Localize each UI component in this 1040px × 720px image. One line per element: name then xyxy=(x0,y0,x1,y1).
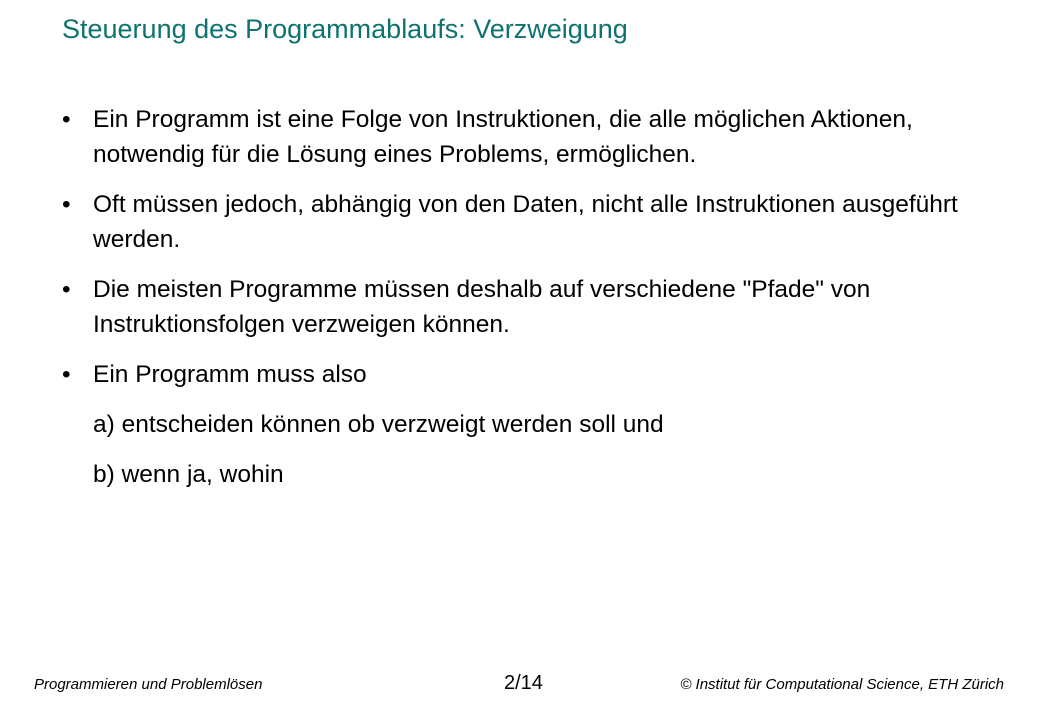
bullet-item xyxy=(62,357,992,392)
bullet-dot: • xyxy=(62,191,71,218)
bullet-item xyxy=(62,102,992,172)
bullet-item xyxy=(62,187,992,257)
footer-copyright: © Institut für Computational Science, ETH Zürich xyxy=(680,676,1004,693)
sub-item-a: a) entscheiden können ob verzweigt werden soll und xyxy=(93,411,664,438)
bullet-dot: • xyxy=(62,361,71,388)
bullet-text: Die meisten Programme müssen deshalb auf verschiedene "Pfade" von Instruktionsfolgen verzweigen können. xyxy=(93,276,871,338)
bullet-text: Ein Programm muss also xyxy=(93,361,367,388)
bullet-item xyxy=(62,272,992,342)
slide-title: Steuerung des Programmablaufs: Verzweigung xyxy=(62,14,628,44)
bullet-text: Ein Programm ist eine Folge von Instruktionen, die alle möglichen Aktionen, notwendig für die Lösung eines Problems, ermöglichen. xyxy=(93,106,913,168)
footer-course-name: Programmieren und Problemlösen xyxy=(34,676,263,693)
sub-item-b: b) wenn ja, wohin xyxy=(93,461,284,488)
bullet-text: Oft müssen jedoch, abhängig von den Daten, nicht alle Instruktionen ausgeführt werden. xyxy=(93,191,958,253)
bullet-dot: • xyxy=(62,106,71,133)
page-number: 2/14 xyxy=(504,672,543,694)
bullet-list xyxy=(62,102,992,507)
bullet-dot: • xyxy=(62,276,71,303)
